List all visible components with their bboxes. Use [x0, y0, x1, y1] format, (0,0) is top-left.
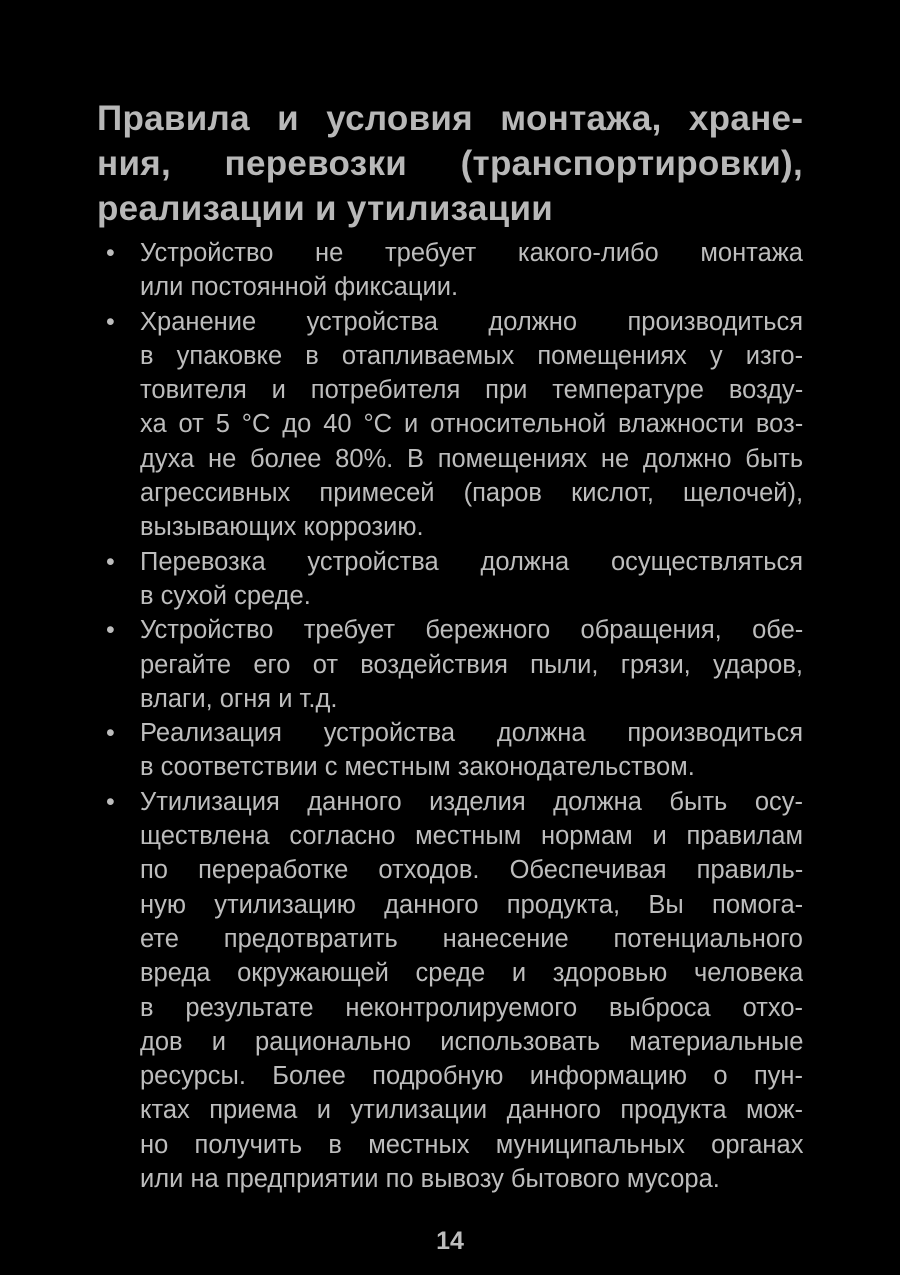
text-line: Реализация устройства должна производиться	[140, 719, 803, 748]
list-item	[97, 545, 803, 614]
bullet-icon: •	[106, 787, 115, 816]
text-line: влаги, огня и т.д.	[140, 684, 338, 713]
list-item	[97, 236, 803, 305]
text-line: в соответствии с местным законодательством.	[140, 753, 695, 782]
text-line: в упаковке в отапливаемых помещениях у изго-	[140, 341, 803, 370]
text-line: агрессивных примесей (паров кислот, щелочей),	[140, 479, 803, 508]
text-line: ете предотвратить нанесение потенциального	[140, 924, 803, 953]
text-line: дов и рационально использовать материальные	[140, 1027, 803, 1056]
text-line: Хранение устройства должно производиться	[140, 307, 803, 336]
text-line: ную утилизацию данного продукта, Вы помога-	[140, 890, 803, 919]
text-line: духа не более 80%. В помещениях не должно быть	[140, 444, 803, 473]
text-line: ществлена согласно местным нормам и правилам	[140, 822, 803, 851]
text-line: по переработке отходов. Обеспечивая правиль-	[140, 856, 803, 885]
text-line: Утилизация данного изделия должна быть осу-	[140, 787, 803, 816]
title-line: Правила и условия монтажа, хране-	[97, 99, 804, 138]
text-line: вызывающих коррозию.	[140, 513, 424, 542]
title-line: реализации и утилизации	[97, 189, 554, 228]
text-line: Перевозка устройства должна осуществляться	[140, 547, 803, 576]
text-line: ха от 5 °С до 40 °С и относительной влажности воз-	[140, 410, 803, 439]
text-line: в сухой среде.	[140, 581, 311, 610]
page-number: 14	[436, 1227, 464, 1255]
text-line: но получить в местных муниципальных органах	[140, 1130, 803, 1159]
list-item	[97, 305, 803, 545]
page-title	[97, 96, 803, 231]
text-line: вреда окружающей среде и здоровью человека	[140, 959, 803, 988]
text-line: Устройство требует бережного обращения, обе-	[140, 616, 803, 645]
text-line: регайте его от воздействия пыли, грязи, ударов,	[140, 650, 803, 679]
rules-list	[97, 236, 803, 1196]
bullet-icon: •	[106, 616, 115, 645]
bullet-icon: •	[106, 307, 115, 336]
text-line: ктах приема и утилизации данного продукта мож-	[140, 1096, 803, 1125]
text-line: Устройство не требует какого-либо монтажа	[140, 239, 803, 267]
text-line: в результате неконтролируемого выброса отхо-	[140, 993, 803, 1022]
title-line: ния, перевозки (транспортировки),	[97, 144, 804, 183]
bullet-icon: •	[106, 719, 115, 748]
text-line: или на предприятии по вывозу бытового мусора.	[140, 1165, 720, 1194]
list-item	[97, 613, 803, 716]
list-item	[97, 785, 803, 1197]
text-line: ресурсы. Более подробную информацию о пун-	[140, 1062, 803, 1091]
list-item	[97, 716, 803, 785]
bullet-icon: •	[106, 239, 115, 267]
text-line: товителя и потребителя при температуре возду-	[140, 376, 803, 405]
bullet-icon: •	[106, 547, 115, 576]
text-line: или постоянной фиксации.	[140, 273, 459, 302]
